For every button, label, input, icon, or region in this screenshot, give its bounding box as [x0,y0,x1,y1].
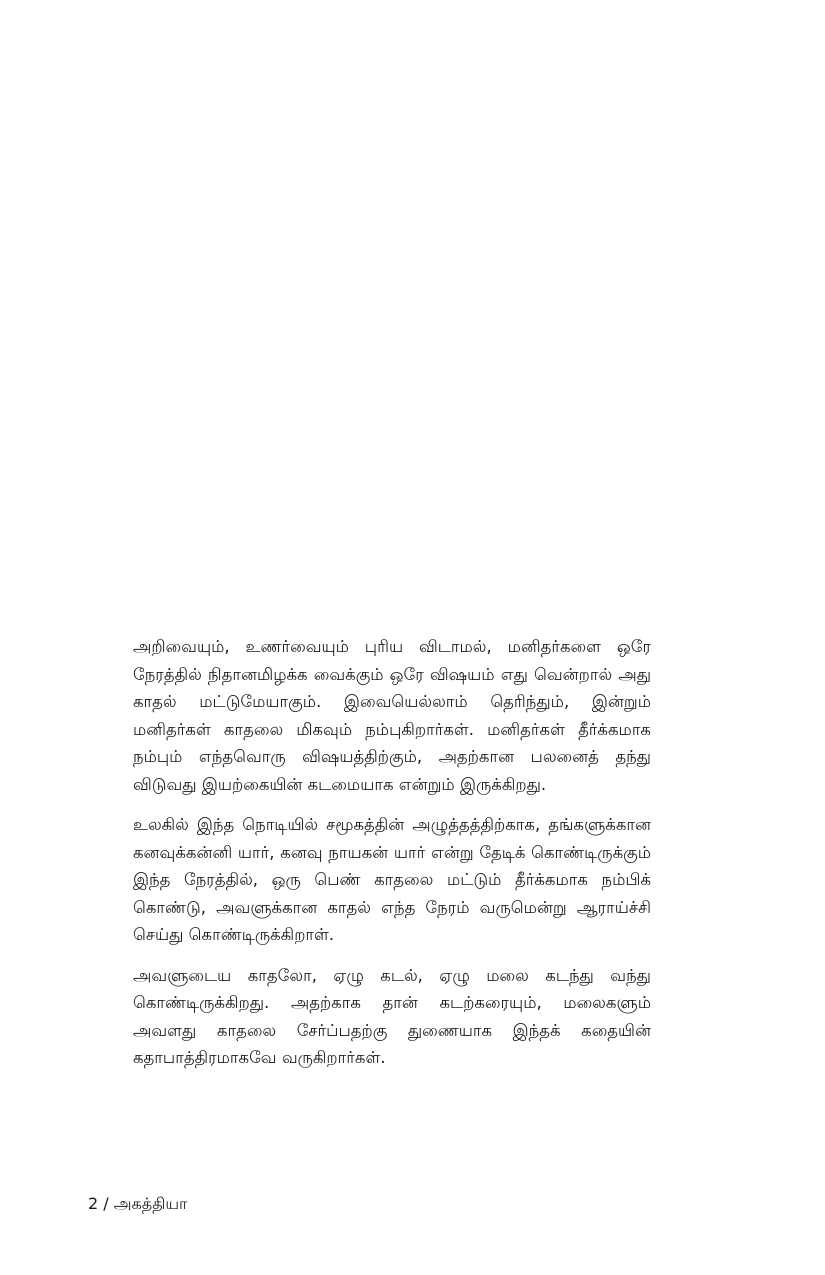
paragraph-3: அவளுடைய காதலோ, ஏழு கடல், ஏழு மலை கடந்து வந்து கொண்டிருக்கிறது. அதற்காக தான் கடற்கரையும், மலைகளும் அவளது காதலை சேர்ப்பதற்கு துணையாக இந்தக் கதையின் கதாபாத்திரமாகவே வருகிறார்கள். [133,965,651,1067]
page-footer [88,1192,187,1216]
paragraph-2: உலகில் இந்த நொடியில் சமூகத்தின் அழுத்தத்திற்காக, தங்களுக்கான கனவுக்கன்னி யார், கனவு நாயகன் யார் என்று தேடிக் கொண்டிருக்கும் இந்த நேரத்தில், ஒரு பெண் காதலை மட்டும் தீர்க்கமாக நம்பிக் கொண்டு, அவளுக்கான காதல் எந்த நேரம் வருமென்று ஆராய்ச்சி செய்து கொண்டிருக்கிறாள். [133,815,651,944]
page-number: 2 [88,1194,99,1213]
paragraph-1: அறிவையும், உணர்வையும் புரிய விடாமல், மனிதர்களை ஒரே நேரத்தில் நிதானமிழக்க வைக்கும் ஒரே விஷயம் எது வென்றால் அது காதல் மட்டுமேயாகும். இவையெல்லாம் தெரிந்தும், இன்றும் மனிதர்கள் காதலை மிகவும் நம்புகிறார்கள். மனிதர்கள் தீர்க்கமாக நம்பும் எந்தவொரு விஷயத்திற்கும், அதற்கான பலனைத் தந்து விடுவது இயற்கையின் கடமையாக என்றும் இருக்கிறது. [133,637,651,794]
book-title: அகத்தியா [113,1194,188,1213]
body-text [133,633,651,1085]
footer-separator: / [103,1194,109,1213]
